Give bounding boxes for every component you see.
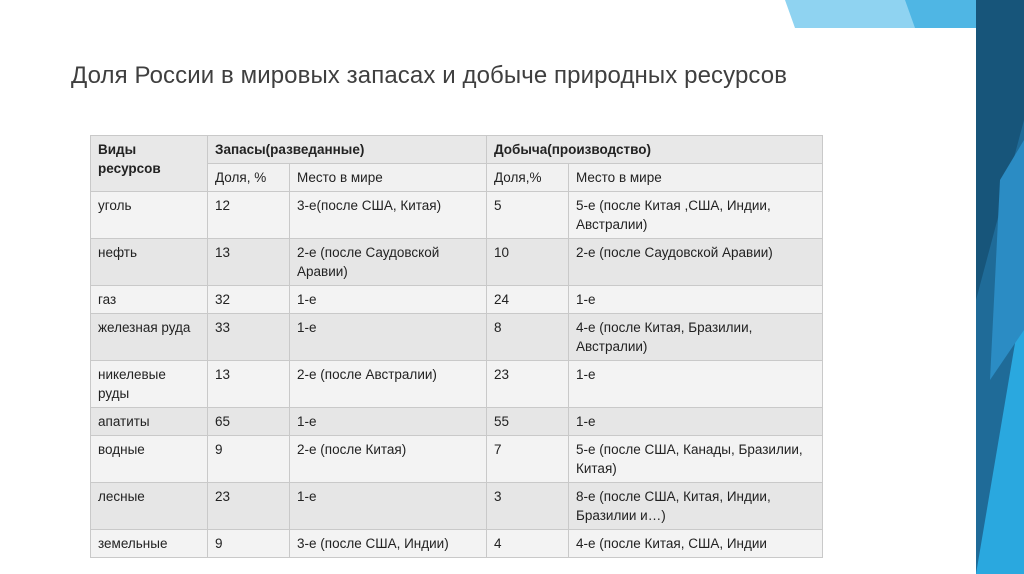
cell-production-share: 24: [487, 286, 569, 314]
table-row: [91, 361, 823, 408]
cell-production-share: 10: [487, 239, 569, 286]
cell-reserves-rank: 3-е(после США, Китая): [290, 192, 487, 239]
cell-reserves-rank: 2-е (после Саудовской Аравии): [290, 239, 487, 286]
cell-resource: апатиты: [91, 408, 208, 436]
cell-production-rank: 2-е (после Саудовской Аравии): [569, 239, 823, 286]
subheader-reserves-rank: Место в мире: [290, 164, 487, 192]
cell-reserves-share: 13: [208, 239, 290, 286]
cell-reserves-share: 9: [208, 530, 290, 558]
cell-reserves-share: 23: [208, 483, 290, 530]
cell-reserves-rank: 2-е (после Австралии): [290, 361, 487, 408]
cell-reserves-share: 12: [208, 192, 290, 239]
cell-production-rank: 4-е (после Китая, Бразилии, Австралии): [569, 314, 823, 361]
cell-production-share: 4: [487, 530, 569, 558]
subheader-production-rank: Место в мире: [569, 164, 823, 192]
table-row: [91, 436, 823, 483]
header-reserves: Запасы(разведанные): [208, 136, 487, 164]
cell-production-rank: 5-е (после США, Канады, Бразилии, Китая): [569, 436, 823, 483]
cell-reserves-rank: 1-е: [290, 286, 487, 314]
slide-title: Доля России в мировых запасах и добыче природных ресурсов: [71, 62, 788, 89]
table-row: [91, 530, 823, 558]
cell-production-share: 7: [487, 436, 569, 483]
cell-resource: никелевые руды: [91, 361, 208, 408]
table-row: [91, 483, 823, 530]
subheader-production-share: Доля,%: [487, 164, 569, 192]
cell-production-rank: 1-е: [569, 361, 823, 408]
cell-production-rank: 1-е: [569, 286, 823, 314]
cell-resource: газ: [91, 286, 208, 314]
cell-reserves-rank: 1-е: [290, 408, 487, 436]
table-row: [91, 192, 823, 239]
table-row: [91, 314, 823, 361]
cell-reserves-rank: 3-е (после США, Индии): [290, 530, 487, 558]
cell-production-rank: 1-е: [569, 408, 823, 436]
cell-resource: лесные: [91, 483, 208, 530]
cell-resource: земельные: [91, 530, 208, 558]
cell-production-share: 23: [487, 361, 569, 408]
cell-resource: водные: [91, 436, 208, 483]
cell-production-rank: 5-е (после Китая ,США, Индии, Австралии): [569, 192, 823, 239]
cell-production-share: 8: [487, 314, 569, 361]
table-row: [91, 286, 823, 314]
cell-production-share: 3: [487, 483, 569, 530]
table-row: [91, 408, 823, 436]
cell-resource: нефть: [91, 239, 208, 286]
cell-reserves-rank: 2-е (после Китая): [290, 436, 487, 483]
cell-reserves-rank: 1-е: [290, 483, 487, 530]
cell-reserves-rank: 1-е: [290, 314, 487, 361]
cell-resource: уголь: [91, 192, 208, 239]
cell-resource: железная руда: [91, 314, 208, 361]
cell-reserves-share: 65: [208, 408, 290, 436]
cell-reserves-share: 13: [208, 361, 290, 408]
cell-reserves-share: 33: [208, 314, 290, 361]
header-resource-type: Виды ресурсов: [91, 136, 208, 192]
header-production: Добыча(производство): [487, 136, 823, 164]
resources-table: [90, 135, 823, 558]
subheader-reserves-share: Доля, %: [208, 164, 290, 192]
cell-reserves-share: 9: [208, 436, 290, 483]
cell-production-rank: 4-е (после Китая, США, Индии: [569, 530, 823, 558]
table-header-row: [91, 136, 823, 164]
cell-production-share: 55: [487, 408, 569, 436]
cell-reserves-share: 32: [208, 286, 290, 314]
cell-production-rank: 8-е (после США, Китая, Индии, Бразилии и…): [569, 483, 823, 530]
cell-production-share: 5: [487, 192, 569, 239]
table-row: [91, 239, 823, 286]
